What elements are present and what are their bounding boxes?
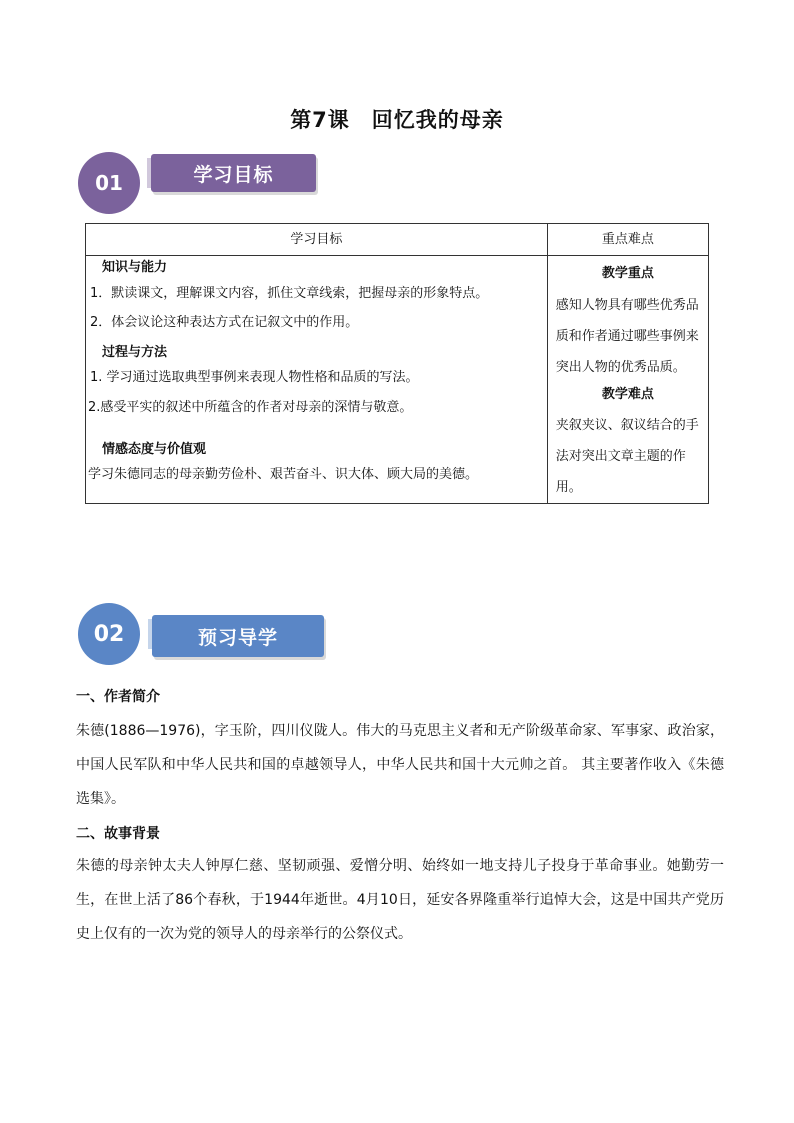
- key-points-cell: [547, 256, 708, 504]
- objectives-cell: [86, 256, 548, 504]
- table-header-row: [86, 224, 709, 256]
- subheading-process: 过程与方法: [102, 344, 168, 360]
- heading-author: 一、作者简介: [76, 689, 160, 705]
- section-title-banner: 预习导学: [152, 615, 324, 657]
- objective-item: 学习朱德同志的母亲勤劳俭朴、艰苦奋斗、识大体、顾大局的美德。: [88, 467, 479, 483]
- focus-text: 感知人物具有哪些优秀品质和作者通过哪些事例来突出人物的优秀品质。: [555, 297, 699, 375]
- objective-item: 1. 学习通过选取典型事例来表现人物性格和品质的写法。: [90, 370, 419, 386]
- subheading-knowledge: 知识与能力: [102, 260, 168, 275]
- page-title: 第7课 回忆我的母亲: [290, 108, 504, 132]
- table-row: [86, 256, 709, 504]
- background-paragraph: 朱德的母亲钟太夫人钟厚仁慈、坚韧顽强、爱憎分明、始终如一地支持儿子投身于革命事业。她勤劳一生，在世上活了86个春秋，于1944年逝世。4月10日，延安各界隆重举行追悼大会，这是中国共产党历史上仅有的一次为党的领导人的母亲举行的公祭仪式。: [76, 858, 724, 942]
- header-cell-objectives: 学习目标: [86, 224, 548, 256]
- subheading-focus: 教学重点: [601, 266, 654, 281]
- heading-background: 二、故事背景: [76, 826, 160, 842]
- subheading-difficulty: 教学难点: [601, 386, 654, 402]
- objectives-table: [85, 223, 709, 504]
- objective-item: 2．体会议论这种表达方式在记叙文中的作用。: [90, 315, 359, 331]
- difficulty-text: 夹叙夹议、叙议结合的手法对突出文章主题的作用。: [555, 418, 699, 496]
- objective-item: 1．默读课文，理解课文内容，抓住文章线索，把握母亲的形象特点。: [90, 285, 489, 301]
- section-number-badge: 01: [78, 152, 140, 214]
- section-title-banner: 学习目标: [151, 154, 316, 192]
- subheading-attitude: 情感态度与价值观: [102, 441, 207, 457]
- section-number-badge: 02: [78, 603, 140, 665]
- author-paragraph: 朱德(1886—1976)，字玉阶，四川仪陇人。伟大的马克思主义者和无产阶级革命家、军事家、政治家，中国人民军队和中华人民共和国的卓越领导人，中华人民共和国十大元帅之首。 其主要著作收入《朱德选集》。: [76, 723, 724, 807]
- section-header-preview: [78, 603, 338, 667]
- section-header-objectives: [78, 152, 338, 216]
- header-cell-key-points: 重点难点: [547, 224, 708, 256]
- objective-item: 2.感受平实的叙述中所蕴含的作者对母亲的深情与敬意。: [88, 399, 413, 415]
